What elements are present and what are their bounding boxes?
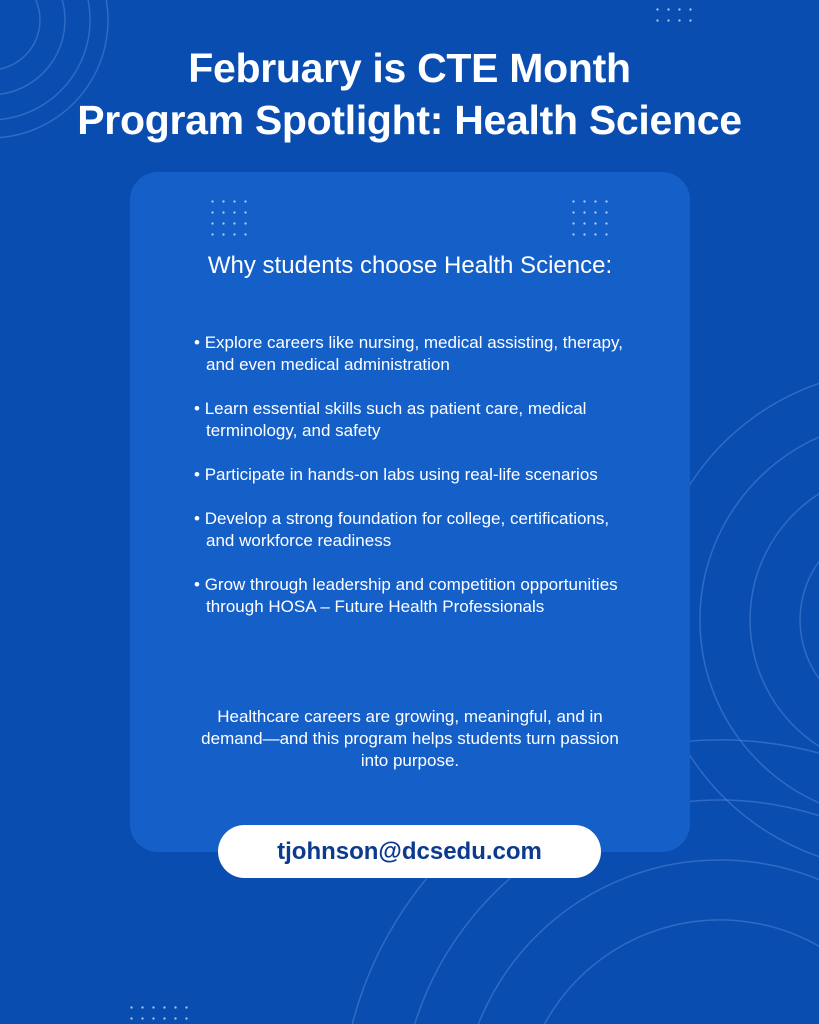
benefit-list [194, 332, 634, 640]
list-item: • Learn essential skills such as patient care, medical terminology, and safety [194, 398, 634, 442]
dot-pattern [568, 196, 608, 236]
contact-email[interactable]: tjohnson@dcsedu.com [218, 825, 601, 878]
dot-pattern [126, 1002, 192, 1022]
list-item: • Explore careers like nursing, medical assisting, therapy, and even medical administration [194, 332, 634, 376]
decorative-arc [478, 860, 819, 1024]
dot-pattern [207, 196, 247, 236]
title-line-2: Program Spotlight: Health Science [77, 97, 742, 143]
decorative-arc [800, 561, 819, 678]
decorative-arc [545, 920, 819, 1024]
closing-text: Healthcare careers are growing, meaningful, and in demand—and this program helps students turn passion into purpose. [201, 707, 619, 770]
page-title [0, 42, 819, 146]
dot-pattern [652, 4, 692, 24]
list-item: • Grow through leadership and competition opportunities through HOSA – Future Health Professionals [194, 574, 634, 618]
list-item: • Participate in hands-on labs using real-life scenarios [194, 464, 634, 486]
card-heading: Why students choose Health Science: [207, 252, 613, 279]
info-card [130, 172, 690, 852]
decorative-arc [750, 494, 819, 746]
title-line-1: February is CTE Month [188, 45, 631, 91]
list-item: • Develop a strong foundation for college, certifications, and workforce readiness [194, 508, 634, 552]
